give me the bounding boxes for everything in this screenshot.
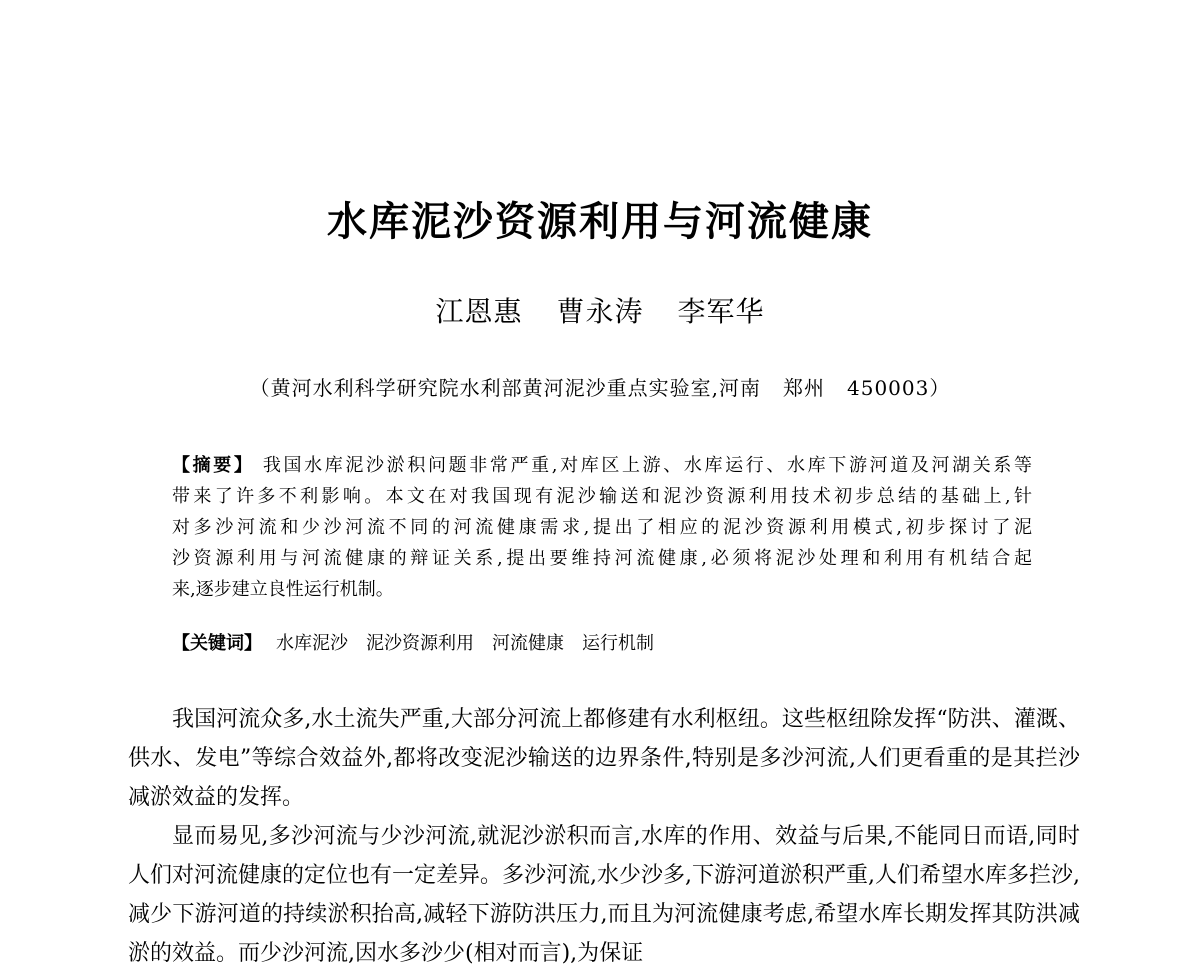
author-name: 李军华 [677,295,765,328]
keyword: 河流健康 [492,633,564,654]
author-name: 曹永涛 [556,295,644,328]
keyword: 泥沙资源利用 [366,633,474,654]
keyword: 水库泥沙 [276,633,348,654]
abstract-line: 对多沙河流和少沙河流不同的河流健康需求,提出了相应的泥沙资源利用模式,初步探讨了泥 [172,517,1032,538]
affiliation [0,372,1200,404]
affiliation-institute: 黄河水利科学研究院水利部黄河泥沙重点实验室,河南 [270,376,761,400]
abstract-line: 带来了许多不利影响。本文在对我国现有泥沙输送和泥沙资源利用技术初步总结的基础上,针 [172,486,1032,507]
author-list [0,292,1200,332]
affiliation-open-paren: （ [249,376,271,400]
abstract-label: 【摘要】 [172,455,255,476]
body-paragraph: 我国河流众多,水土流失严重,大部分河流上都修建有水利枢纽。这些枢纽除发挥“防洪、灌溉、供水、发电”等综合效益外,都将改变泥沙输送的边界条件,特别是多沙河流,人们更看重的是其拦沙减淤效益的发挥。 [128,707,1080,810]
keyword: 运行机制 [582,633,654,654]
abstract-text: 我国水库泥沙淤积问题非常严重,对库区上游、水库运行、水库下游河道及河湖关系等 [262,455,1032,476]
abstract-line: 沙资源利用与河流健康的辩证关系,提出要维持河流健康,必须将泥沙处理和利用有机结合起 [172,548,1032,569]
author-name: 江恩惠 [435,295,523,328]
abstract-line: 来,逐步建立良性运行机制。 [172,579,394,600]
body-text [128,700,1080,973]
affiliation-city: 郑州 [783,376,825,400]
affiliation-postcode: 450003 [847,376,930,400]
affiliation-close-paren: ） [929,376,951,400]
abstract-line [172,450,1032,481]
paper-title: 水库泥沙资源利用与河流健康 [327,199,873,245]
body-paragraph: 显而易见,多沙河流与少沙河流,就泥沙淤积而言,水库的作用、效益与后果,不能同日而语,同时人们对河流健康的定位也有一定差异。多沙河流,水少沙多,下游河道淤积严重,人们希望水库多拦沙,减少下游河道的持续淤积抬高,减轻下游防洪压力,而且为河流健康考虑,希望水库长期发挥其防洪减淤的效益。而少沙河流,因水多沙少(相对而言),为保证 [128,824,1081,966]
keywords-label: 【关键词】 [172,633,262,654]
abstract [172,450,1032,605]
keywords [172,628,1032,659]
